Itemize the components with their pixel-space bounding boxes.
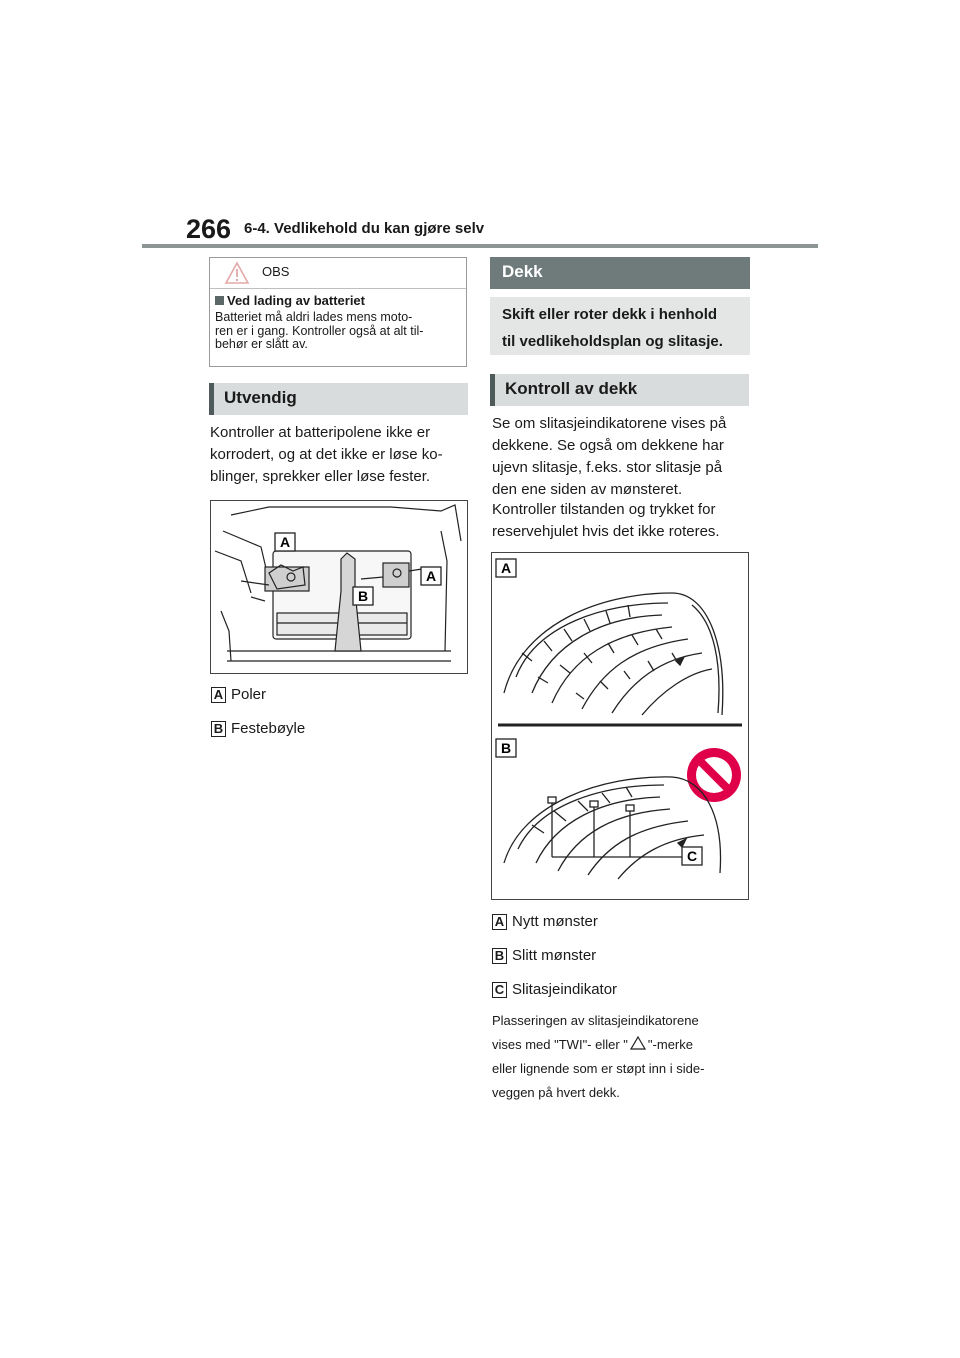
caution-header	[210, 258, 466, 289]
tire-paragraph-1: Se om slitasjeindikatorene vises på dekkene. Se også om dekkene har ujevn slitasje, f.eks. stor slitasje på den ene siden av mønsteret.	[492, 415, 727, 498]
heading-kontroll-av-dekk: Kontroll av dekk	[490, 374, 749, 406]
tire-figure	[491, 552, 749, 900]
caution-text: Batteriet må aldri lades mens moto- ren er i gang. Kontroller også at alt til- behør er slått av.	[215, 310, 424, 351]
figure-label-a-2: A	[425, 568, 437, 584]
prohibited-icon	[687, 748, 741, 802]
legend-key: A	[211, 687, 226, 703]
battery-illustration	[211, 501, 467, 673]
battery-paragraph: Kontroller at batteripolene ikke er korrodert, og at det ikke er løse ko- blinger, sprekker eller løse fester.	[210, 424, 443, 485]
page-number: 266	[186, 214, 232, 244]
legend-key: C	[492, 982, 507, 998]
tire-label-c: C	[686, 848, 698, 864]
legend-item-b: B Slitt mønster	[492, 947, 596, 964]
legend-item-a: A Nytt mønster	[492, 913, 598, 930]
tire-label-b: B	[500, 740, 512, 756]
heading-utvendig: Utvendig	[209, 383, 468, 415]
battery-figure	[210, 500, 468, 674]
header-rule	[142, 244, 818, 248]
wear-indicator-note: Plasseringen av slitasjeindikatorene vises med "TWI"- eller " "-merke eller lignende som er støpt inn i side- veggen på hvert dekk.	[492, 1009, 757, 1105]
intro-box: Skift eller roter dekk i henhold til vedlikeholdsplan og slitasje.	[490, 297, 750, 355]
caution-box	[209, 257, 467, 367]
caution-subtitle: Ved lading av batteriet	[215, 293, 365, 308]
tire-illustration	[492, 553, 748, 899]
legend-key: A	[492, 914, 507, 930]
legend-item-a: A Poler	[211, 686, 266, 703]
legend-key: B	[211, 721, 226, 737]
section-title: 6-4. Vedlikehold du kan gjøre selv	[244, 220, 485, 237]
caution-title: OBS	[262, 264, 290, 279]
figure-label-b: B	[357, 588, 369, 604]
triangle-mark-icon	[630, 1036, 646, 1050]
square-bullet-icon	[215, 296, 224, 305]
note-line-2: vises med "TWI"- eller " "-merke	[492, 1037, 693, 1052]
legend-item-b: B Festebøyle	[211, 720, 305, 737]
heading-dekk: Dekk	[490, 257, 750, 289]
tire-paragraph-2: Kontroller tilstanden og trykket for reservehjulet hvis det ikke roteres.	[492, 501, 720, 540]
figure-label-a-1: A	[279, 534, 291, 550]
legend-key: B	[492, 948, 507, 964]
tire-label-a: A	[500, 560, 512, 576]
warning-triangle-icon	[224, 261, 250, 285]
legend-item-c: C Slitasjeindikator	[492, 981, 617, 998]
